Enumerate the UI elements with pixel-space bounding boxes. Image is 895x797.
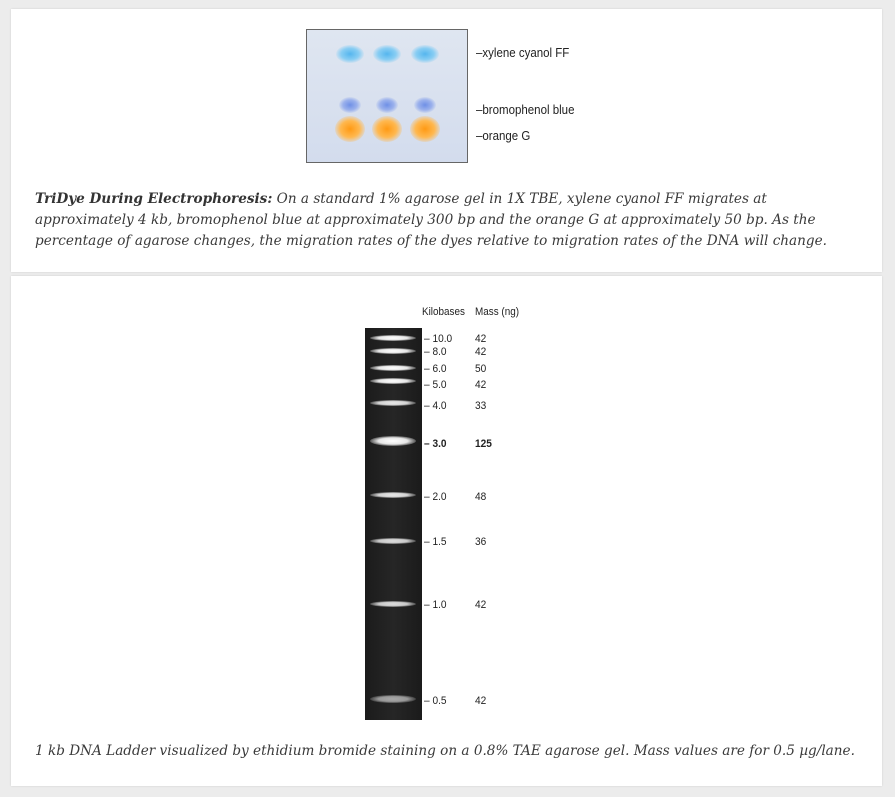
mass-label: 48 (475, 491, 487, 503)
kb-label: – 4.0 (424, 400, 447, 412)
dna-ladder-gel-image (365, 328, 422, 720)
xylene-cyanol-spot (373, 45, 401, 63)
kb-label: – 2.0 (424, 491, 447, 503)
kb-label: – 8.0 (424, 346, 447, 358)
kb-label: – 3.0 (424, 438, 447, 450)
orange-g-spot (372, 116, 402, 142)
mass-header: Mass (ng) (475, 306, 520, 318)
mass-label: 42 (475, 379, 487, 391)
orange-g-label: –orange G (476, 129, 531, 143)
gel-band-2kb (370, 492, 416, 498)
gel-band-3kb (370, 436, 416, 446)
gel-band-10kb (370, 335, 416, 341)
tridye-caption-text: On a standard 1% agarose gel in 1X TBE, xylene cyanol FF migrates at approximately 4 kb, bromophenol blue at approximately 300 bp and the orange G at approximately 50 bp. As the percentage of agarose changes, the migration rates of the dyes relative to migration rates of the DNA will change. (35, 191, 827, 249)
ladder-caption: 1 kb DNA Ladder visualized by ethidium bromide staining on a 0.8% TAE agarose gel. Mass values are for 0.5 µg/lane. (35, 743, 855, 759)
mass-label: 36 (475, 536, 487, 548)
dna-ladder-figure-card (11, 276, 882, 786)
kb-label: – 6.0 (424, 363, 447, 375)
tracking-dye-gel-image (306, 29, 468, 163)
xylene-cyanol-spot (411, 45, 439, 63)
bromophenol-blue-label: –bromophenol blue (476, 103, 575, 117)
kilobases-header: Kilobases (422, 306, 465, 318)
bromophenol-blue-spot (376, 97, 398, 113)
gel-band-8kb (370, 348, 416, 354)
kb-label: – 5.0 (424, 379, 447, 391)
mass-label: 33 (475, 400, 487, 412)
kb-label: – 1.5 (424, 536, 447, 548)
gel-band-1kb (370, 601, 416, 607)
kb-label: – 1.0 (424, 599, 447, 611)
mass-label: 42 (475, 695, 487, 707)
tridye-figure-card (11, 9, 882, 272)
mass-label: 125 (475, 438, 492, 450)
gel-band-4kb (370, 400, 416, 406)
kb-label: – 10.0 (424, 333, 453, 345)
gel-band-1.5kb (370, 538, 416, 544)
kb-label: – 0.5 (424, 695, 447, 707)
orange-g-spot (335, 116, 365, 142)
bromophenol-blue-spot (339, 97, 361, 113)
tridye-caption-title: TriDye During Electrophoresis: (35, 191, 273, 207)
xylene-cyanol-spot (336, 45, 364, 63)
mass-label: 42 (475, 599, 487, 611)
mass-label: 42 (475, 333, 487, 345)
xylene-cyanol-label: –xylene cyanol FF (476, 46, 570, 60)
mass-label: 42 (475, 346, 487, 358)
tridye-caption (35, 189, 861, 252)
gel-band-5kb (370, 378, 416, 384)
orange-g-spot (410, 116, 440, 142)
gel-band-0.5kb (370, 695, 416, 703)
mass-label: 50 (475, 363, 487, 375)
bromophenol-blue-spot (414, 97, 436, 113)
gel-band-6kb (370, 365, 416, 371)
